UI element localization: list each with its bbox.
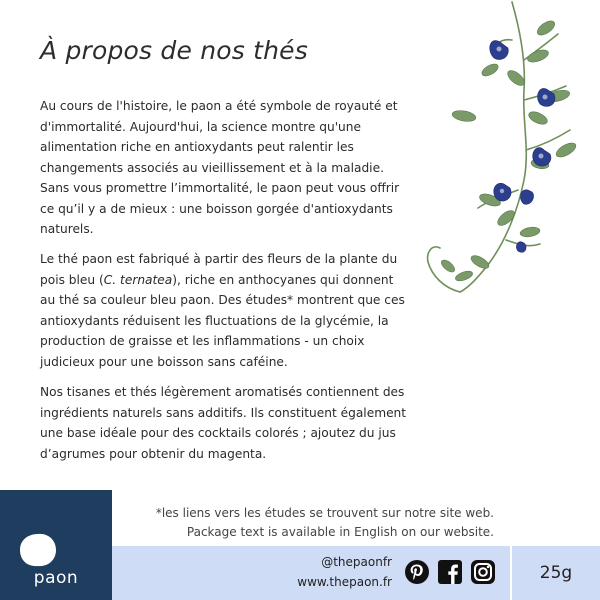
footnote-studies: *les liens vers les études se trouvent sur notre site web. [155,506,494,520]
paragraph-ternatea [40,249,412,372]
paragraph-ingredients: Nos tisanes et thés légèrement aromatisés contiennent des ingrédients naturels sans additifs. Ils constituent également une base idéale pour des cocktails colorés ; ajoutez du jus d’agrumes pour obtenir du magenta. [40,385,407,461]
facebook-icon[interactable] [437,559,463,585]
social-handle: @thepaonfr [321,555,392,569]
net-weight: 25g [539,563,573,583]
brand-logo-panel [0,490,112,600]
species-name: C. ternatea [103,272,173,287]
paragraph-ternatea-end: ), riche en anthocyanes qui donnent au thé sa couleur bleu paon. Des études* montrent que ces antioxydants réduisent les fluctuations de la glycémie, la production de graisse et les inflammations - un choix judicieux pour une boisson sans caféine. [40,272,405,369]
instagram-icon[interactable] [470,559,496,585]
butterfly-pea-illustration [420,0,600,300]
website-url[interactable]: www.thepaon.fr [297,575,392,589]
brand-name: paon [33,568,79,588]
page-title: À propos de nos thés [40,36,308,65]
paragraph-ternatea-start: Le thé paon est fabriqué à partir des fleurs de la plante du pois bleu ( [40,252,398,287]
contact-info [280,552,392,592]
pinterest-icon[interactable] [404,559,430,585]
paragraph-history: Au cours de l'histoire, le paon a été symbole de royauté et d'immortalité. Aujourd'hui, la science montre qu'une alimentation riche en antioxydants peut ralentir les changements associés au vieillissement et à la maladie. Sans vous promettre l’immortalité, le paon peut vous offrir ce qu’il y a de mieux : une boisson gorgée d'antioxydants naturels. [40,99,400,236]
footnote-english: Package text is available in English on our website. [186,525,494,539]
brand-logo-mark-icon [18,532,58,568]
footnote [94,504,494,542]
